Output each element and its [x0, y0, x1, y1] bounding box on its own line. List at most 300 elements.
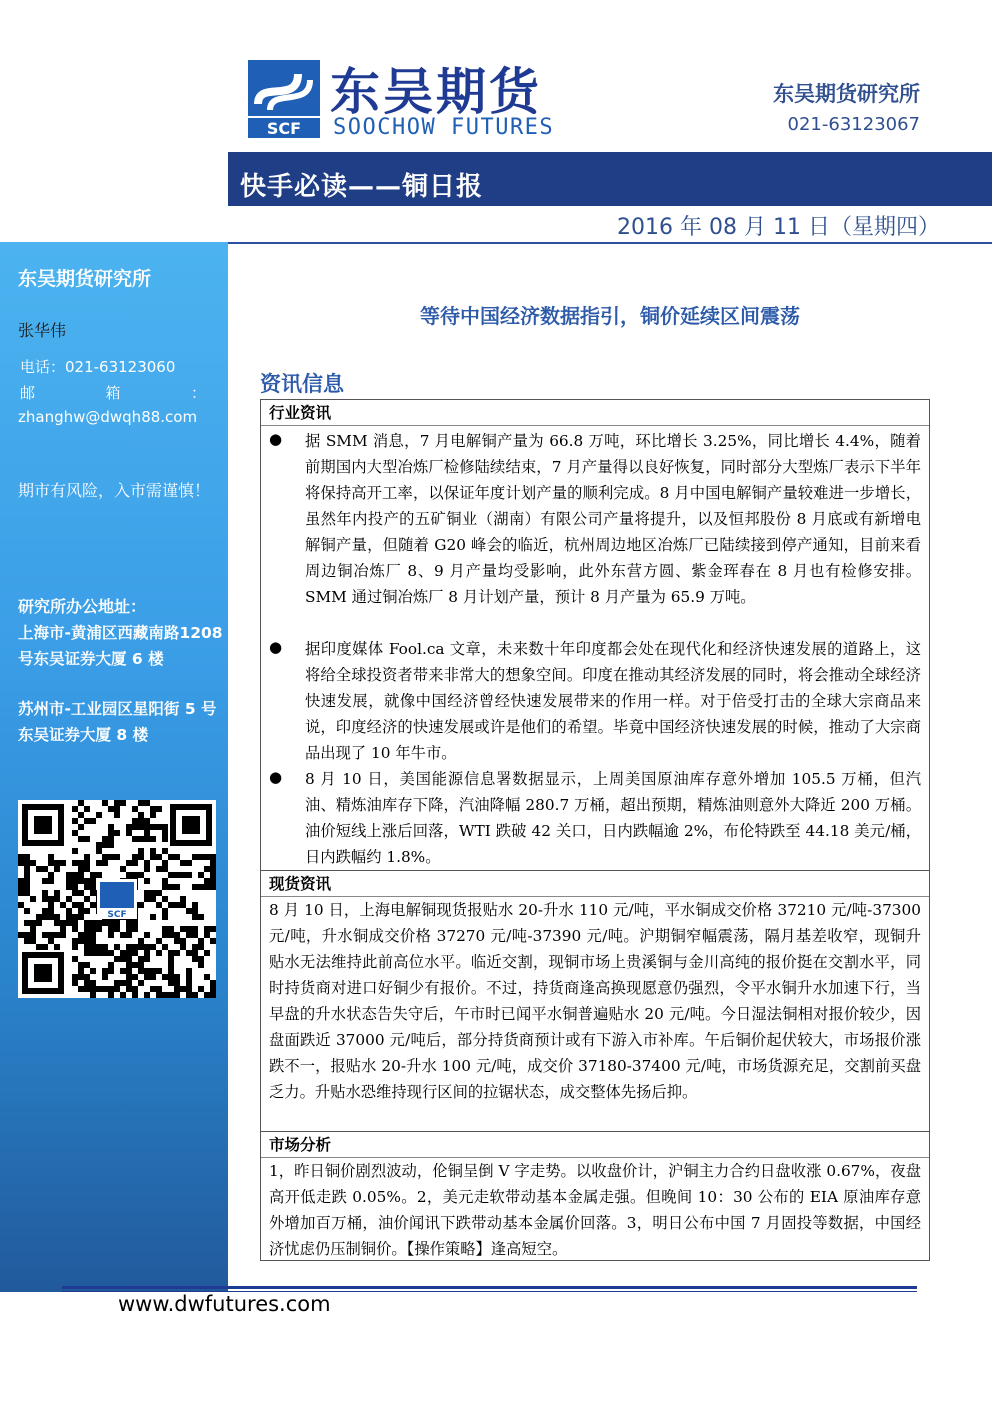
spot-text: 8 月 10 日，上海电解铜现货报贴水 20-升水 110 元/吨，平水铜成交价格 37210 元/吨-37300 元/吨，升水铜成交价格 37270 元/吨-37390 元/吨。沪期铜窄幅震荡，隔月基差收窄，现铜升贴水无法维持此前高位水平。临近交割，现铜市场上贵溪铜与金川高纯的报价挺在交割水平，同时持货商对进口好铜少有报价。不过，持货商逢高换现愿意仍强烈，令平水铜升水加速下行，当早盘的升水状态告失守后，午市时已闻平水铜普遍贴水 20 元/吨。今日湿法铜相对报价较少，因盘面跌近 37000 元/吨后，部分持货商预计或有下游入市补库。午后铜价起伏较大，市场报价涨跌不一，报贴水 20-升水 100 元/吨，成交价 37180-37400 元/吨，市场货源充足，交割前买盘乏力。升贴水恐维持现行区间的拉锯状态，成交整体先扬后抑。 [269, 901, 921, 1101]
qr-module [42, 914, 48, 920]
institute-name: 东吴期货研究所 [773, 82, 920, 106]
qr-module [150, 914, 156, 920]
qr-module [78, 836, 84, 842]
qr-module [138, 962, 144, 968]
qr-module [138, 812, 144, 818]
qr-module [126, 968, 132, 974]
qr-module [108, 830, 114, 836]
qr-module [108, 932, 114, 938]
qr-module [150, 896, 156, 902]
qr-module [108, 824, 114, 830]
qr-module [24, 854, 30, 860]
qr-module [78, 938, 84, 944]
qr-module [78, 986, 84, 992]
qr-module [72, 860, 78, 866]
qr-module [72, 944, 78, 950]
qr-module [198, 938, 204, 944]
qr-module [192, 854, 198, 860]
qr-module [72, 848, 78, 854]
qr-module [162, 884, 168, 890]
bullet-icon: ● [269, 430, 283, 448]
qr-module [72, 902, 78, 908]
qr-module [114, 812, 120, 818]
qr-badge: SCF [107, 910, 127, 920]
qr-module [174, 986, 180, 992]
qr-module [18, 860, 24, 866]
section-title: 资讯信息 [260, 372, 344, 396]
qr-module [18, 902, 24, 908]
qr-module [138, 980, 144, 986]
qr-module [36, 914, 42, 920]
qr-module [48, 878, 54, 884]
author-email[interactable]: zhanghw@dwqh88.com [18, 408, 198, 426]
qr-module [78, 860, 84, 866]
qr-module [78, 974, 84, 980]
email-label: 邮 箱 ： [20, 384, 206, 402]
qr-module [192, 926, 198, 932]
qr-module [48, 854, 54, 860]
analysis-text: 1，昨日铜价剧烈波动，伦铜呈倒 V 字走势。以收盘价计，沪铜主力合约日盘收涨 0.67%，夜盘高开低走跌 0.05%。2，美元走软带动基本金属走强。但晚间 10：30 公布的 EIA 原油库存意外增加百万桶，油价闻讯下跌带动基本金属价回落。3，明日公布中国 7 月固投等数据，中国经济忧虑仍压制铜价。【操作策略】逢高短空。 [269, 1162, 921, 1258]
qr-module [126, 932, 132, 938]
qr-module [156, 854, 162, 860]
address-shanghai: 上海市-黄浦区西藏南路1208 号东吴证券大厦 6 楼 [18, 624, 223, 668]
qr-module [78, 962, 84, 968]
qr-module [198, 884, 204, 890]
qr-module [90, 986, 96, 992]
footer-url[interactable]: www.dwfutures.com [118, 1292, 331, 1316]
qr-module [162, 848, 168, 854]
qr-module [108, 950, 114, 956]
qr-module [138, 956, 144, 962]
qr-module [138, 836, 144, 842]
logo-icon [248, 60, 320, 138]
qr-module [138, 944, 144, 950]
qr-module [204, 854, 210, 860]
qr-module [192, 932, 198, 938]
qr-module [114, 944, 120, 950]
qr-module [84, 926, 90, 932]
qr-module [90, 968, 96, 974]
qr-module [132, 824, 138, 830]
qr-module [114, 920, 120, 926]
qr-module [102, 950, 108, 956]
qr-module [186, 950, 192, 956]
qr-module [132, 944, 138, 950]
qr-module [168, 992, 174, 998]
qr-module [84, 854, 90, 860]
qr-module [84, 818, 90, 824]
qr-module [84, 986, 90, 992]
qr-module [144, 860, 150, 866]
qr-module [84, 980, 90, 986]
qr-module [60, 932, 66, 938]
qr-module [174, 980, 180, 986]
qr-module [198, 872, 204, 878]
qr-module [186, 992, 192, 998]
qr-module [114, 986, 120, 992]
qr-module [150, 806, 156, 812]
qr-module [150, 854, 156, 860]
qr-module [180, 986, 186, 992]
qr-module [72, 872, 78, 878]
qr-module [186, 926, 192, 932]
qr-module [90, 902, 96, 908]
qr-module [126, 830, 132, 836]
qr-module [192, 914, 198, 920]
qr-module [132, 992, 138, 998]
qr-module [120, 950, 126, 956]
qr-module [78, 932, 84, 938]
qr-module [210, 980, 216, 986]
qr-module [210, 992, 216, 998]
qr-module [48, 938, 54, 944]
qr-module [162, 860, 168, 866]
qr-module [60, 902, 66, 908]
qr-module [168, 980, 174, 986]
qr-module [42, 896, 48, 902]
qr-module [30, 860, 36, 866]
qr-module [156, 968, 162, 974]
qr-module [48, 908, 54, 914]
qr-module [84, 944, 90, 950]
qr-module [126, 920, 132, 926]
qr-module [78, 914, 84, 920]
qr-module [144, 968, 150, 974]
qr-module [90, 932, 96, 938]
qr-module [198, 986, 204, 992]
qr-module [168, 854, 174, 860]
qr-module [210, 854, 216, 860]
qr-module [180, 860, 186, 866]
qr-module [168, 962, 174, 968]
qr-module [72, 938, 78, 944]
address-suzhou: 苏州市-工业园区星阳街 5 号东吴证券大厦 8 楼 [18, 700, 217, 744]
qr-module [114, 854, 120, 860]
qr-module [162, 878, 168, 884]
qr-module [138, 902, 144, 908]
qr-module [210, 926, 216, 932]
qr-module [24, 938, 30, 944]
qr-module [192, 902, 198, 908]
qr-module [132, 950, 138, 956]
qr-module [84, 860, 90, 866]
qr-module [162, 932, 168, 938]
qr-module [120, 800, 126, 806]
risk-notice: 期市有风险，入市需谨慎！ [18, 481, 211, 500]
qr-module [132, 962, 138, 968]
qr-module [60, 860, 66, 866]
qr-module [180, 944, 186, 950]
qr-module [132, 860, 138, 866]
qr-module [18, 932, 24, 938]
qr-module [186, 860, 192, 866]
qr-module [90, 884, 96, 890]
qr-module [186, 986, 192, 992]
qr-module [132, 986, 138, 992]
qr-module [126, 974, 132, 980]
qr-module [168, 956, 174, 962]
qr-module [102, 968, 108, 974]
qr-module [66, 878, 72, 884]
qr-module [210, 878, 216, 884]
qr-module [156, 824, 162, 830]
qr-module [204, 974, 210, 980]
qr-module [108, 842, 114, 848]
institute-phone: 021-63123067 [787, 114, 920, 135]
qr-module [150, 890, 156, 896]
qr-module [18, 890, 24, 896]
qr-module [108, 986, 114, 992]
qr-module [150, 986, 156, 992]
qr-module [66, 872, 72, 878]
qr-module [24, 890, 30, 896]
qr-module [84, 896, 90, 902]
qr-module [90, 926, 96, 932]
qr-module [138, 824, 144, 830]
qr-module [162, 914, 168, 920]
qr-module [132, 920, 138, 926]
qr-module [144, 866, 150, 872]
qr-module [114, 980, 120, 986]
qr-module [210, 860, 216, 866]
qr-module [150, 848, 156, 854]
qr-module [186, 872, 192, 878]
qr-module [174, 884, 180, 890]
qr-module [90, 890, 96, 896]
qr-module [174, 872, 180, 878]
qr-module [102, 944, 108, 950]
qr-module [156, 986, 162, 992]
qr-module [24, 878, 30, 884]
qr-module [174, 992, 180, 998]
qr-module [96, 920, 102, 926]
report-title: 快手必读——铜日报 [240, 172, 484, 202]
qr-module [54, 932, 60, 938]
qr-module [54, 866, 60, 872]
qr-module [90, 878, 96, 884]
qr-module [72, 878, 78, 884]
qr-module [48, 932, 54, 938]
qr-module [156, 938, 162, 944]
qr-module [30, 920, 36, 926]
qr-module [174, 974, 180, 980]
qr-module [144, 824, 150, 830]
qr-module [66, 908, 72, 914]
qr-module [48, 860, 54, 866]
qr-module [96, 842, 102, 848]
qr-module [138, 818, 144, 824]
qr-module [186, 908, 192, 914]
qr-module [198, 854, 204, 860]
qr-module [138, 872, 144, 878]
qr-module [108, 920, 114, 926]
qr-module [96, 812, 102, 818]
qr-module [120, 968, 126, 974]
qr-module [150, 812, 156, 818]
qr-module [30, 938, 36, 944]
qr-module [48, 914, 54, 920]
qr-module [126, 980, 132, 986]
qr-module [204, 878, 210, 884]
qr-module [132, 872, 138, 878]
qr-module [84, 962, 90, 968]
qr-module [54, 896, 60, 902]
qr-module [90, 980, 96, 986]
qr-module [66, 884, 72, 890]
qr-module [108, 806, 114, 812]
qr-module [204, 992, 210, 998]
qr-module [54, 944, 60, 950]
qr-module [42, 908, 48, 914]
qr-module [90, 938, 96, 944]
qr-module [54, 890, 60, 896]
qr-module [72, 890, 78, 896]
qr-module [30, 896, 36, 902]
qr-module [48, 902, 54, 908]
qr-module [78, 812, 84, 818]
qr-module [132, 854, 138, 860]
qr-module [72, 920, 78, 926]
qr-module [126, 872, 132, 878]
qr-module [96, 872, 102, 878]
qr-module [210, 872, 216, 878]
qr-module [18, 884, 24, 890]
qr-module [186, 968, 192, 974]
qr-module [192, 944, 198, 950]
qr-module [186, 974, 192, 980]
qr-module [90, 872, 96, 878]
qr-module [114, 800, 120, 806]
qr-module [78, 908, 84, 914]
qr-module [204, 926, 210, 932]
qr-module [90, 818, 96, 824]
qr-module [90, 950, 96, 956]
qr-module [84, 806, 90, 812]
qr-module [72, 980, 78, 986]
qr-module [132, 926, 138, 932]
qr-module [90, 944, 96, 950]
qr-module [150, 968, 156, 974]
qr-module [144, 878, 150, 884]
qr-module [78, 866, 84, 872]
qr-module [90, 920, 96, 926]
qr-module [102, 836, 108, 842]
qr-module [162, 908, 168, 914]
industry-header: 行业资讯 [261, 400, 929, 426]
qr-module [198, 914, 204, 920]
qr-module [24, 920, 30, 926]
qr-module [60, 920, 66, 926]
qr-module [144, 818, 150, 824]
qr-module [162, 944, 168, 950]
qr-module [108, 968, 114, 974]
qr-module [204, 950, 210, 956]
qr-module [30, 932, 36, 938]
address-title: 研究所办公地址： [18, 597, 147, 616]
qr-module [144, 944, 150, 950]
qr-module [96, 860, 102, 866]
qr-module [126, 926, 132, 932]
qr-module [156, 890, 162, 896]
qr-module [162, 836, 168, 842]
qr-module [24, 932, 30, 938]
qr-module [108, 836, 114, 842]
report-date: 2016 年 08 月 11 日（星期四） [617, 215, 940, 240]
analysis-header: 市场分析 [261, 1132, 929, 1158]
qr-module [114, 956, 120, 962]
qr-module [192, 992, 198, 998]
qr-module [84, 908, 90, 914]
bullet-icon: ● [269, 768, 283, 786]
qr-module [132, 974, 138, 980]
qr-module [78, 890, 84, 896]
logo-english-name: SOOCHOW FUTURES [333, 115, 555, 140]
qr-module [174, 902, 180, 908]
qr-module [162, 974, 168, 980]
qr-module [138, 938, 144, 944]
qr-module [114, 806, 120, 812]
qr-module [126, 860, 132, 866]
spot-header: 现货资讯 [261, 871, 929, 897]
qr-module [78, 968, 84, 974]
qr-module [108, 992, 114, 998]
qr-module [126, 956, 132, 962]
qr-module [210, 884, 216, 890]
qr-module [102, 986, 108, 992]
qr-module [126, 824, 132, 830]
qr-module [102, 842, 108, 848]
qr-module [150, 974, 156, 980]
industry-item-2: 据印度媒体 Fool.ca 文章，未来数十年印度都会处在现代化和经济快速发展的道路上，这将给全球投资者带来非常大的想象空间。印度在推动其经济发展的同时，将会推动全球经济快速发展，就像中国经济曾经快速发展带来的作用一样。对于倍受打击的全球大宗商品来说，印度经济的快速发展或许是他们的希望。毕竟中国经济快速发展的时候，推动了大宗商品出现了 10 年牛市。 [305, 640, 921, 762]
qr-module [186, 932, 192, 938]
qr-module [186, 980, 192, 986]
qr-module [102, 974, 108, 980]
qr-module [18, 878, 24, 884]
logo-chinese-name: 东吴期货 [330, 63, 542, 121]
qr-module [162, 830, 168, 836]
qr-module [108, 926, 114, 932]
qr-module [144, 974, 150, 980]
qr-module [210, 866, 216, 872]
qr-module [192, 956, 198, 962]
qr-module [42, 890, 48, 896]
qr-module [42, 866, 48, 872]
qr-module [72, 818, 78, 824]
qr-module [174, 938, 180, 944]
qr-module [96, 986, 102, 992]
qr-module [156, 950, 162, 956]
footer-divider [62, 1286, 917, 1289]
qr-module [114, 926, 120, 932]
qr-module [48, 896, 54, 902]
qr-module [96, 944, 102, 950]
qr-module [72, 806, 78, 812]
qr-module [72, 974, 78, 980]
bullet-icon: ● [269, 638, 283, 656]
qr-module [114, 830, 120, 836]
author-tel: 电话：021-63123060 [20, 358, 176, 376]
qr-module [102, 920, 108, 926]
qr-module [96, 848, 102, 854]
qr-module [48, 872, 54, 878]
qr-module [204, 932, 210, 938]
qr-module [132, 836, 138, 842]
qr-module [78, 824, 84, 830]
qr-module [162, 992, 168, 998]
qr-module [168, 968, 174, 974]
qr-module [162, 824, 168, 830]
qr-module [30, 926, 36, 932]
